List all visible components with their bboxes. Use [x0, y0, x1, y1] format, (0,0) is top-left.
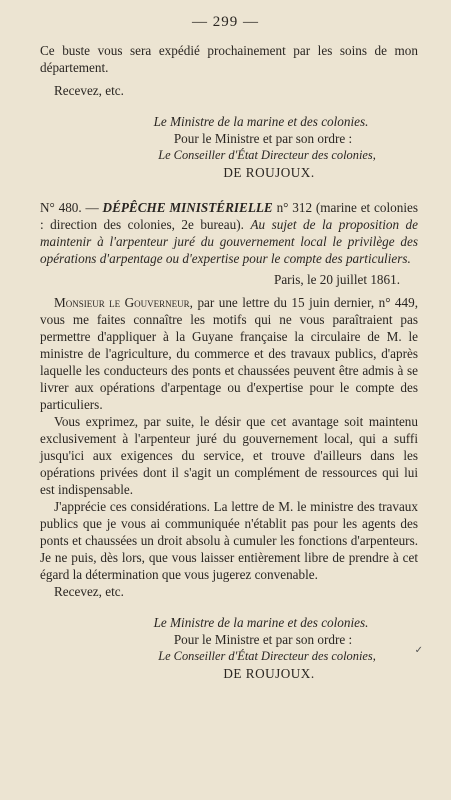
document-heading	[40, 199, 418, 267]
paragraph-2: Vous exprimez, par suite, le désir que cet avantage soit maintenu exclusivement à l'arpenteur juré du gouvernement local, qui a suffi jusqu'ici aux exigences du service, et trouve d'ailleurs dans les opérations privées dont il s'agit un complément de ressources qui lui est indispensable.	[40, 414, 418, 497]
sig2-minister: Le Ministre de la marine et des colonies.	[153, 615, 369, 630]
heading-dash: —	[85, 200, 99, 215]
page-number: — 299 —	[192, 14, 259, 30]
paragraph-3: J'apprécie ces considérations. La lettre de M. le ministre des travaux publics que je vous ai communiquée n'établit pas pour les agents des ponts et chaussées un droit absolu à cumuler les fonctions d'arpenteurs. Je ne puis, dès lors, que vous laisser entièrement libre de prendre à cet égard la détermination que vous jugerez convenable.	[40, 499, 418, 582]
sig2-conseiller: Le Conseiller d'État Directeur des colonies,	[158, 649, 376, 663]
sig1-name: DE ROUJOUX.	[223, 165, 315, 180]
page-content	[40, 42, 418, 682]
document-subject: Au sujet de la proposition de maintenir à l'arpenteur juré du gouvernement local le privilège des opérations d'arpentage ou d'expertise pour le compte des particuliers.	[40, 217, 419, 266]
margin-mark: ✓	[414, 645, 423, 656]
document-date: Paris, le 20 juillet 1861.	[273, 272, 400, 287]
document-subtitle: n° 312 (marine et colonies : direction des colonies, 2e bureau).	[40, 200, 418, 232]
sig1-conseiller: Le Conseiller d'État Directeur des colonies,	[158, 148, 376, 162]
sig1-order: Pour le Ministre et par son ordre :	[173, 131, 353, 146]
signature-block-1	[40, 113, 418, 181]
sig1-minister: Le Ministre de la marine et des colonies.	[153, 114, 369, 129]
document-number: N° 480.	[40, 200, 82, 215]
intro-closing: Recevez, etc.	[54, 83, 124, 98]
sig2-order: Pour le Ministre et par son ordre :	[173, 632, 353, 647]
sig2-name: DE ROUJOUX.	[223, 666, 315, 681]
signature-block-2	[40, 614, 418, 682]
document-closing: Recevez, etc.	[54, 584, 124, 599]
paragraph-1	[40, 294, 418, 413]
paragraph-1-text: par une lettre du 15 juin dernier, n° 449, vous me faites connaître les motifs qui ne vous paraîtraient pas permettre d'appliquer à la Guyane française la circulaire de M. le ministre de l'agriculture, du commerce et des travaux publics, d'après laquelle les conducteurs des ponts et chaussées peuvent être admis à se livrer aux opérations d'arpentage ou d'expertise pour le compte des particuliers.	[40, 295, 419, 412]
intro-line: Ce buste vous sera expédié prochainement par les soins de mon département.	[40, 43, 418, 75]
document-title: DÉPÊCHE MINISTÉRIELLE	[102, 200, 273, 215]
salutation: Monsieur le Gouverneur,	[54, 295, 193, 310]
